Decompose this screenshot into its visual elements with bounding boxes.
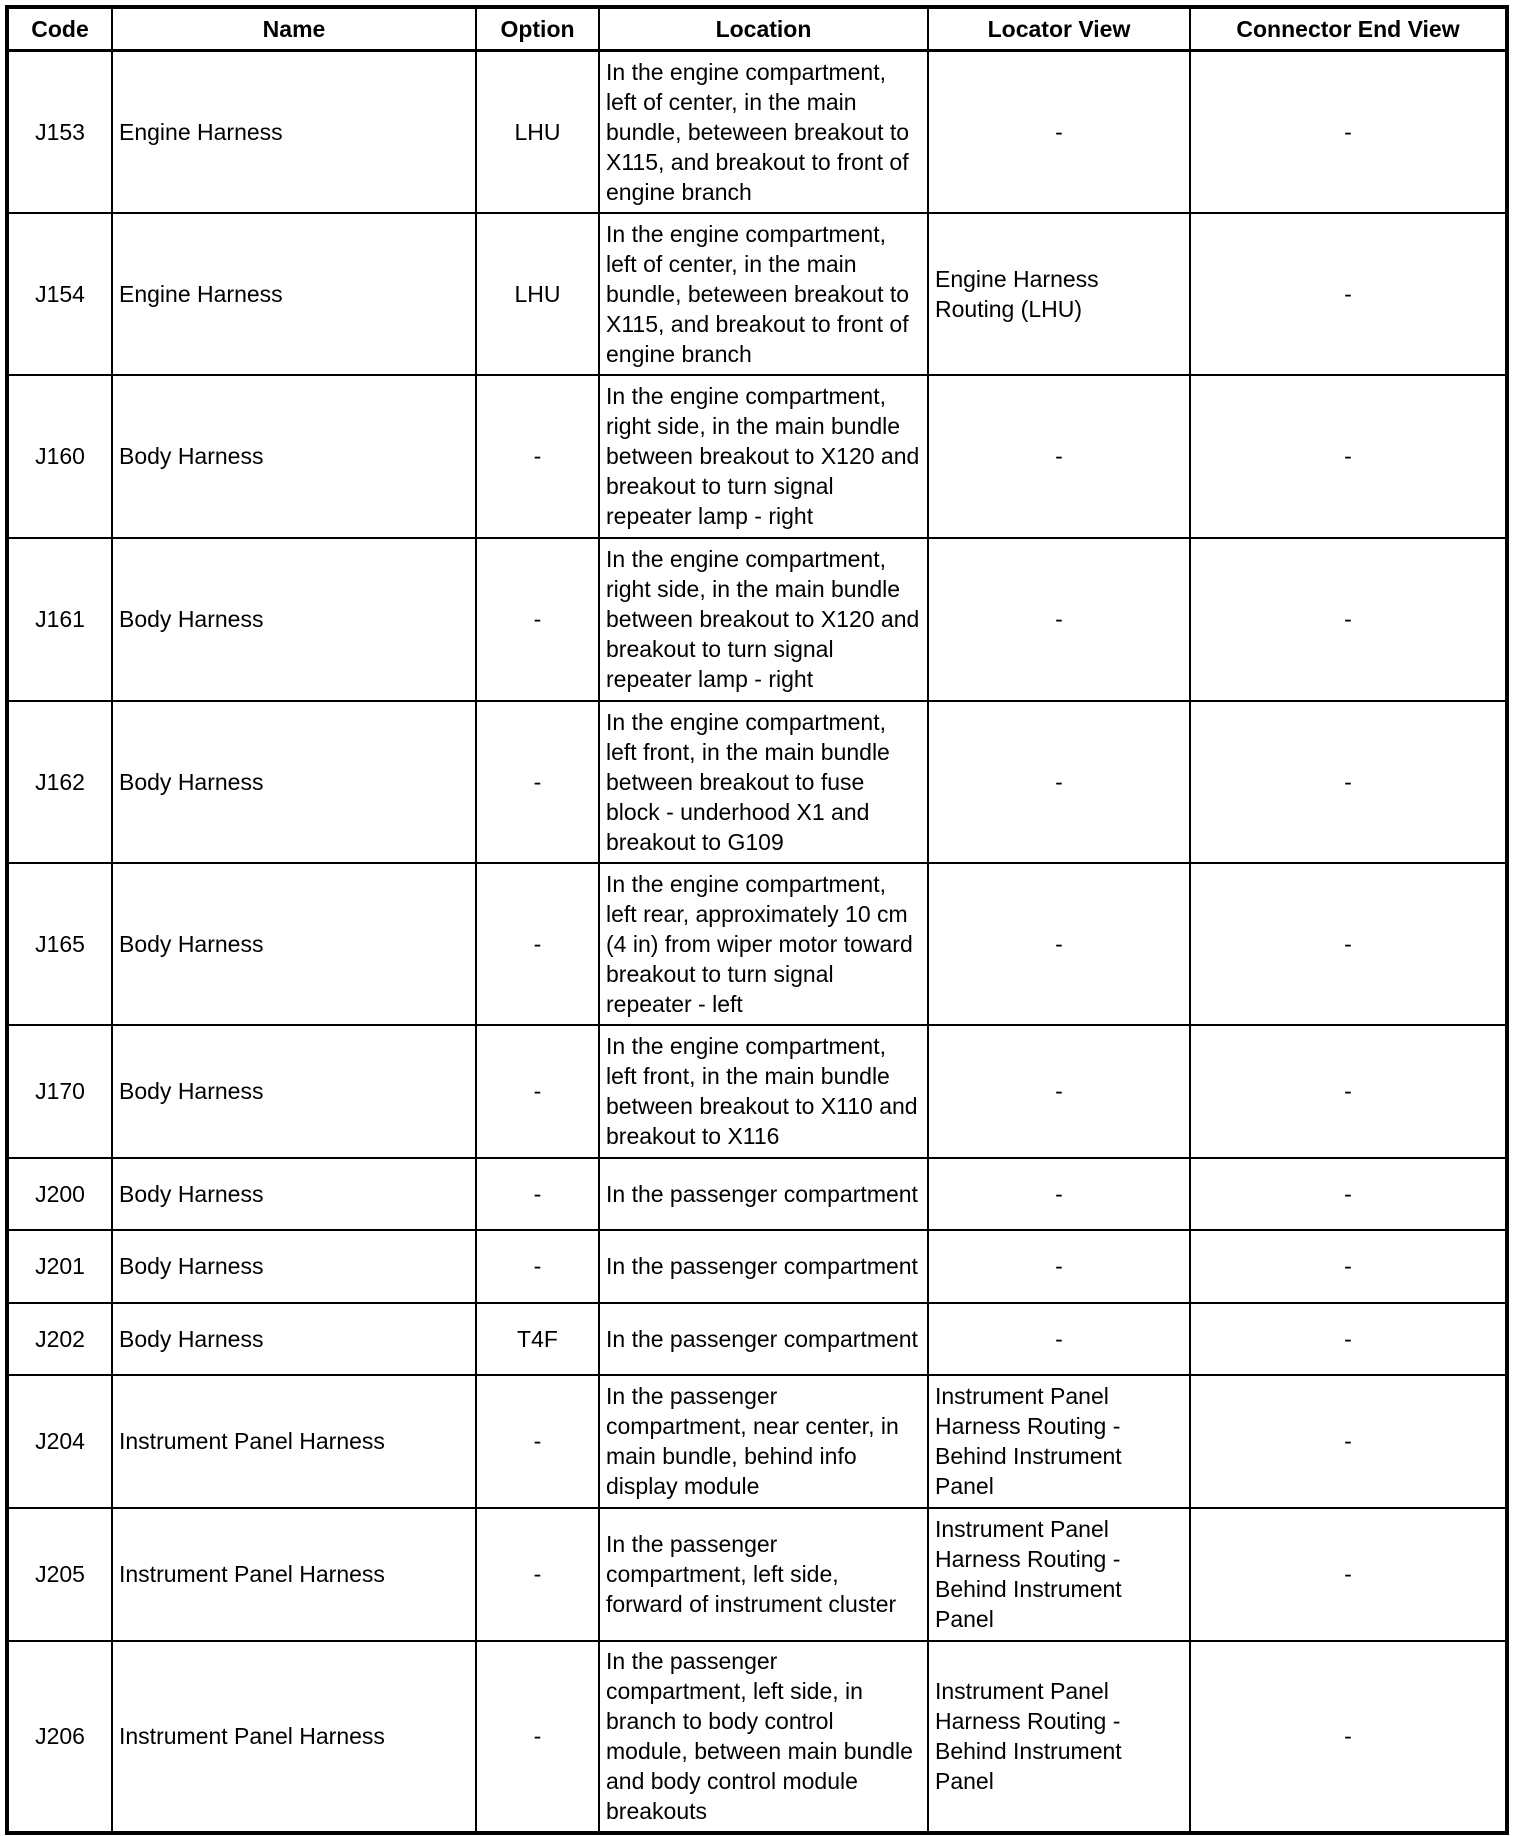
header-location: Location (599, 7, 928, 51)
cell-name: Engine Harness (112, 51, 476, 213)
cell-name: Body Harness (112, 538, 476, 701)
cell-locator-view: - (928, 1158, 1190, 1230)
cell-option: - (476, 538, 599, 701)
cell-locator-view: - (928, 1025, 1190, 1158)
cell-code: J154 (7, 213, 112, 375)
cell-location: In the passenger compartment, left side, forward of instrument cluster (599, 1508, 928, 1641)
cell-name: Engine Harness (112, 213, 476, 375)
cell-locator-view[interactable]: Engine Harness Routing (LHU) (928, 213, 1190, 375)
header-connector-end-view: Connector End View (1190, 7, 1507, 51)
cell-name: Body Harness (112, 375, 476, 538)
cell-name: Instrument Panel Harness (112, 1375, 476, 1508)
header-row (7, 7, 1507, 51)
cell-option: - (476, 1025, 599, 1158)
cell-code: J206 (7, 1641, 112, 1833)
cell-locator-view: - (928, 375, 1190, 538)
cell-option: LHU (476, 213, 599, 375)
cell-locator-view: - (928, 863, 1190, 1025)
cell-locator-view: - (928, 51, 1190, 213)
cell-locator-view[interactable]: Instrument Panel Harness Routing - Behind Instrument Panel (928, 1508, 1190, 1641)
cell-option: T4F (476, 1303, 599, 1375)
cell-connector-end-view: - (1190, 51, 1507, 213)
header-option: Option (476, 7, 599, 51)
cell-option: - (476, 863, 599, 1025)
inline-harness-connector-table (5, 5, 1509, 1835)
cell-location: In the engine compartment, left front, in the main bundle between breakout to fuse block - underhood X1 and breakout to G109 (599, 701, 928, 863)
cell-name: Instrument Panel Harness (112, 1641, 476, 1833)
table-row (7, 51, 1507, 213)
cell-locator-view: - (928, 1230, 1190, 1303)
cell-locator-view: - (928, 538, 1190, 701)
cell-code: J160 (7, 375, 112, 538)
cell-location: In the passenger compartment (599, 1303, 928, 1375)
cell-connector-end-view: - (1190, 375, 1507, 538)
cell-location: In the passenger compartment, left side, in branch to body control module, between main bundle and body control module breakouts (599, 1641, 928, 1833)
table-row (7, 375, 1507, 538)
table-row (7, 213, 1507, 375)
cell-name: Body Harness (112, 701, 476, 863)
cell-code: J165 (7, 863, 112, 1025)
header-locator-view: Locator View (928, 7, 1190, 51)
table-row (7, 1025, 1507, 1158)
cell-option: - (476, 1230, 599, 1303)
cell-location: In the engine compartment, left front, in the main bundle between breakout to X110 and breakout to X116 (599, 1025, 928, 1158)
cell-connector-end-view: - (1190, 701, 1507, 863)
cell-connector-end-view: - (1190, 1641, 1507, 1833)
cell-code: J161 (7, 538, 112, 701)
cell-name: Instrument Panel Harness (112, 1508, 476, 1641)
cell-code: J202 (7, 1303, 112, 1375)
cell-connector-end-view: - (1190, 1303, 1507, 1375)
cell-code: J162 (7, 701, 112, 863)
cell-name: Body Harness (112, 1025, 476, 1158)
cell-locator-view[interactable]: Instrument Panel Harness Routing - Behind Instrument Panel (928, 1375, 1190, 1508)
header-code: Code (7, 7, 112, 51)
cell-option: - (476, 701, 599, 863)
cell-connector-end-view: - (1190, 1025, 1507, 1158)
cell-locator-view: - (928, 1303, 1190, 1375)
cell-option: LHU (476, 51, 599, 213)
table-row (7, 1230, 1507, 1303)
cell-name: Body Harness (112, 863, 476, 1025)
table-row (7, 1303, 1507, 1375)
cell-location: In the engine compartment, right side, in the main bundle between breakout to X120 and breakout to turn signal repeater lamp - right (599, 538, 928, 701)
cell-option: - (476, 1508, 599, 1641)
table-row (7, 1508, 1507, 1641)
cell-code: J170 (7, 1025, 112, 1158)
cell-location: In the engine compartment, right side, in the main bundle between breakout to X120 and breakout to turn signal repeater lamp - right (599, 375, 928, 538)
cell-location: In the passenger compartment, near center, in main bundle, behind info display module (599, 1375, 928, 1508)
cell-connector-end-view: - (1190, 1508, 1507, 1641)
cell-connector-end-view: - (1190, 1158, 1507, 1230)
cell-location: In the passenger compartment (599, 1230, 928, 1303)
cell-connector-end-view: - (1190, 1230, 1507, 1303)
cell-option: - (476, 1158, 599, 1230)
cell-code: J200 (7, 1158, 112, 1230)
cell-code: J204 (7, 1375, 112, 1508)
cell-name: Body Harness (112, 1158, 476, 1230)
cell-location: In the engine compartment, left of center, in the main bundle, beteween breakout to X115, and breakout to front of engine branch (599, 51, 928, 213)
cell-name: Body Harness (112, 1230, 476, 1303)
table-row (7, 1158, 1507, 1230)
header-name: Name (112, 7, 476, 51)
cell-locator-view[interactable]: Instrument Panel Harness Routing - Behind Instrument Panel (928, 1641, 1190, 1833)
table-row (7, 1641, 1507, 1833)
cell-connector-end-view: - (1190, 213, 1507, 375)
cell-code: J201 (7, 1230, 112, 1303)
table-row (7, 863, 1507, 1025)
cell-code: J205 (7, 1508, 112, 1641)
cell-location: In the passenger compartment (599, 1158, 928, 1230)
cell-connector-end-view: - (1190, 538, 1507, 701)
cell-name: Body Harness (112, 1303, 476, 1375)
cell-option: - (476, 1375, 599, 1508)
cell-code: J153 (7, 51, 112, 213)
table-row (7, 538, 1507, 701)
table-row (7, 1375, 1507, 1508)
cell-location: In the engine compartment, left of center, in the main bundle, beteween breakout to X115, and breakout to front of engine branch (599, 213, 928, 375)
cell-location: In the engine compartment, left rear, approximately 10 cm (4 in) from wiper motor toward breakout to turn signal repeater - left (599, 863, 928, 1025)
cell-connector-end-view: - (1190, 863, 1507, 1025)
cell-locator-view: - (928, 701, 1190, 863)
cell-option: - (476, 1641, 599, 1833)
table-row (7, 701, 1507, 863)
cell-connector-end-view: - (1190, 1375, 1507, 1508)
cell-option: - (476, 375, 599, 538)
